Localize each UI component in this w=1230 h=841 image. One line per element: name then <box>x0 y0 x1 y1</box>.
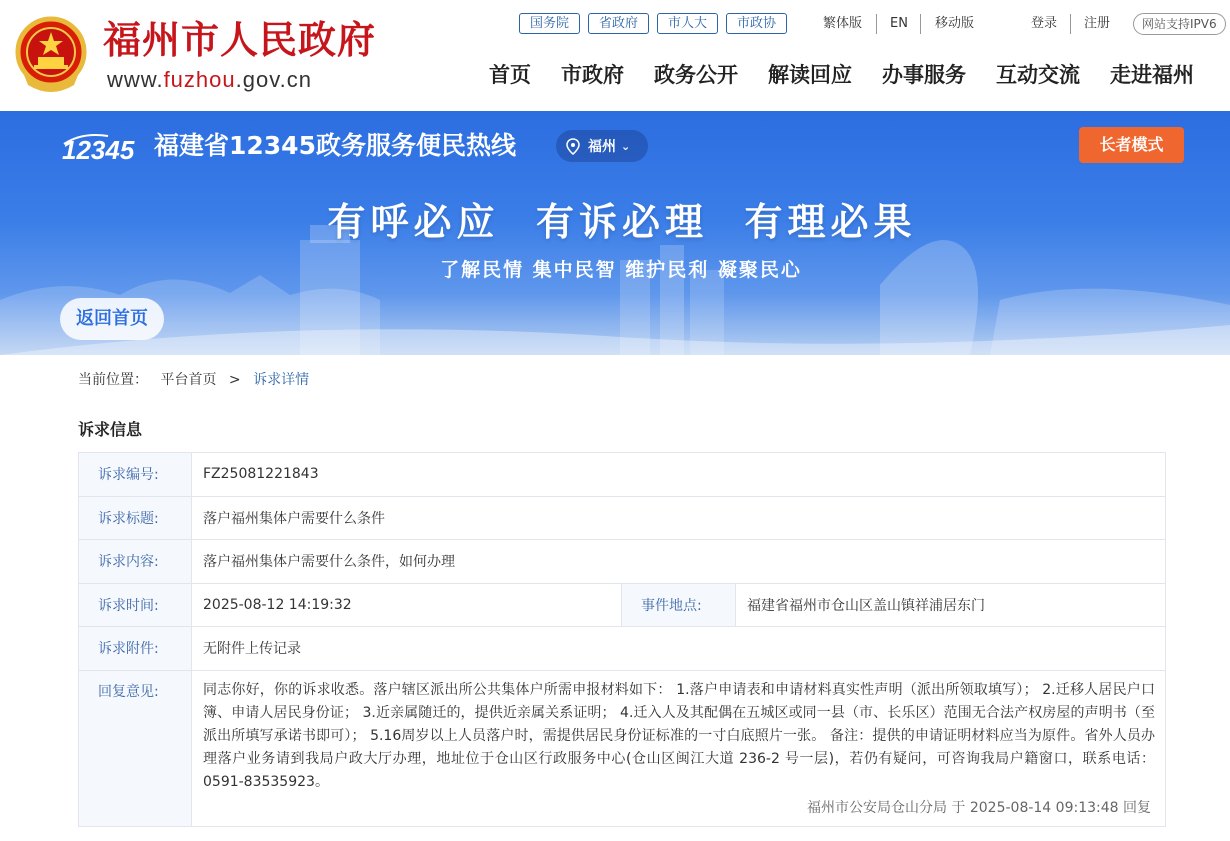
nav-interaction[interactable]: 互动交流 <box>996 63 1080 87</box>
breadcrumb-home-link[interactable]: 平台首页 <box>160 372 217 388</box>
city-name: 福州 <box>588 139 616 155</box>
hotline-banner <box>0 111 1230 355</box>
chevron-down-icon: ⌄ <box>621 139 631 153</box>
hotline-logo-text: 12345 <box>62 135 135 162</box>
appeal-number-label: 诉求编号: <box>79 453 192 497</box>
event-location-value: 福建省福州市仓山区盖山镇祥浦居东门 <box>736 583 1166 627</box>
back-home-button[interactable]: 返回首页 <box>60 298 164 340</box>
appeal-time-label: 诉求时间: <box>79 583 192 627</box>
national-emblem-icon[interactable] <box>14 15 88 93</box>
breadcrumb-label: 当前位置： <box>78 372 148 388</box>
reply-text: 同志你好，你的诉求收悉。落户辖区派出所公共集体户所需申报材料如下： 1.落户申请表和申请材料真实性声明（派出所领取填写）； 2.迁移人居民户口簿、申请人居民身份证； 3.近亲属随迁的，提供近亲属关系证明； 4.迁入人及其配偶在五城区或同一县（市、长乐区）范围无合法产权房屋的声明书（至派出所填写承诺书即可）； 5.16周岁以上人员落户时，需提供居民身份证标准的一寸白底照片一张。 备注：提供的申请证明材料应当为原件。省外人员办理落户业务请到我局户政大厅办理，地址位于仓山区行政服务中心(仓山区闽江大道 236-2 号一层)，若仍有疑问，可咨询我局户籍窗口，联系电话：0591-83535923。 <box>203 681 1155 790</box>
traditional-link[interactable]: 繁体版 <box>823 16 863 31</box>
table-row <box>79 453 1166 497</box>
top-link-npc[interactable]: 市人大 <box>657 13 718 34</box>
main-nav <box>489 58 1194 92</box>
top-links <box>519 13 787 34</box>
slogan-main: 有呼必应 有诉必理 有理必果 <box>327 199 917 244</box>
reply-footer: 福州市公安局仓山分局 于 2025-08-14 09:13:48 回复 <box>806 799 1151 816</box>
divider <box>876 14 877 34</box>
appeal-content-label: 诉求内容: <box>79 540 192 584</box>
top-link-cppcc[interactable]: 市政协 <box>726 13 787 34</box>
ipv6-badge: 网站支持IPV6 <box>1133 13 1226 35</box>
nav-interpretation[interactable]: 解读回应 <box>768 63 852 87</box>
table-row <box>79 670 1166 826</box>
site-url-highlight: fuzhou <box>163 67 236 92</box>
reply-label: 回复意见: <box>79 670 192 826</box>
slogan-sub: 了解民情 集中民智 维护民利 凝聚民心 <box>440 259 802 281</box>
reply-cell <box>192 670 1166 826</box>
nav-city-gov[interactable]: 市政府 <box>561 63 624 87</box>
nav-home[interactable]: 首页 <box>489 63 531 87</box>
divider <box>1070 14 1071 34</box>
nav-about-fuzhou[interactable]: 走进福州 <box>1110 63 1194 87</box>
city-selector[interactable] <box>556 130 648 162</box>
hotline-logo-icon <box>62 130 154 162</box>
breadcrumb-current: 诉求详情 <box>253 372 310 388</box>
login-link[interactable]: 登录 <box>1031 16 1058 31</box>
appeal-title-label: 诉求标题: <box>79 496 192 540</box>
top-link-province[interactable]: 省政府 <box>588 13 649 34</box>
appeal-title-value: 落户福州集体户需要什么条件 <box>192 496 1166 540</box>
section-title: 诉求信息 <box>78 420 143 439</box>
location-pin-icon <box>566 138 580 155</box>
appeal-attachment-label: 诉求附件: <box>79 627 192 671</box>
appeal-attachment-value: 无附件上传记录 <box>192 627 1166 671</box>
english-link[interactable]: EN <box>890 16 908 31</box>
appeal-info-table <box>78 452 1166 827</box>
appeal-time-value: 2025-08-12 14:19:32 <box>192 583 622 627</box>
table-row <box>79 627 1166 671</box>
table-row <box>79 583 1166 627</box>
nav-services[interactable]: 办事服务 <box>882 63 966 87</box>
site-url-prefix: www. <box>107 67 164 92</box>
register-link[interactable]: 注册 <box>1084 16 1111 31</box>
elder-mode-button[interactable]: 长者模式 <box>1079 127 1184 163</box>
top-link-state-council[interactable]: 国务院 <box>519 13 580 34</box>
appeal-number-value: FZ25081221843 <box>192 453 1166 497</box>
table-row <box>79 540 1166 584</box>
appeal-content-value: 落户福州集体户需要什么条件，如何办理 <box>192 540 1166 584</box>
divider <box>920 14 921 34</box>
site-title[interactable]: 福州市人民政府 <box>103 17 377 62</box>
site-url-suffix: .gov.cn <box>235 67 312 92</box>
hotline-title: 福建省12345政务服务便民热线 <box>154 131 516 160</box>
site-header <box>0 0 1230 111</box>
mobile-link[interactable]: 移动版 <box>935 16 975 31</box>
breadcrumb <box>78 370 309 390</box>
nav-gov-affairs[interactable]: 政务公开 <box>654 63 738 87</box>
table-row <box>79 496 1166 540</box>
breadcrumb-separator: > <box>228 372 241 388</box>
site-url <box>107 66 312 94</box>
event-location-label: 事件地点: <box>622 583 736 627</box>
